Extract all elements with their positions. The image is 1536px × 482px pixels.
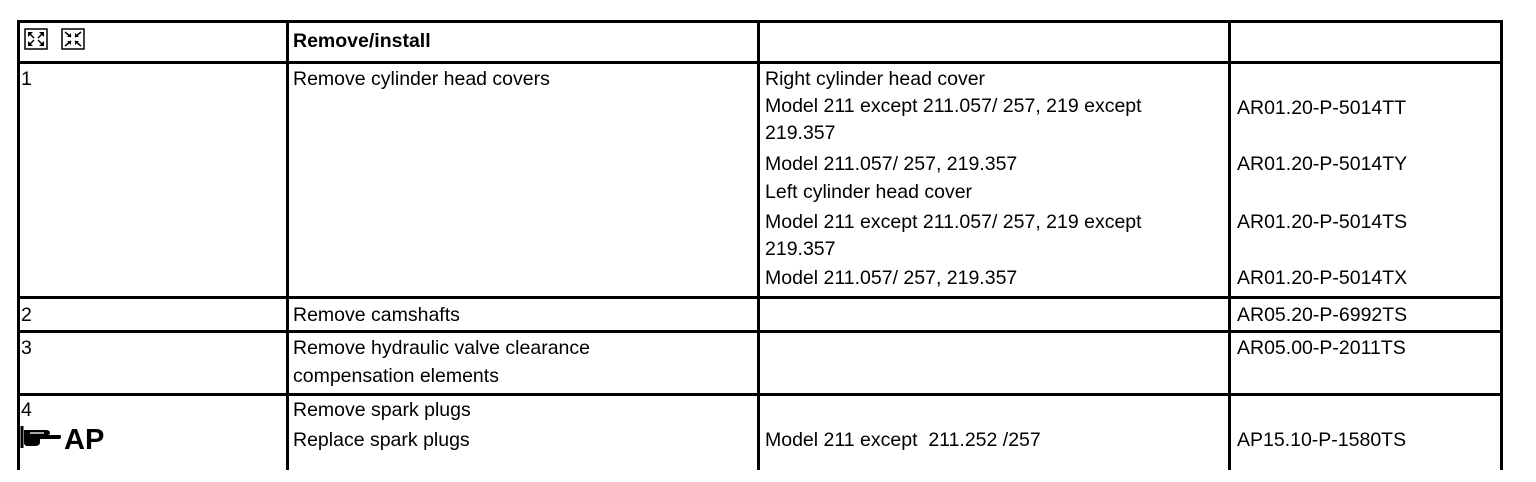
step-title: Remove spark plugs	[293, 399, 471, 421]
column-divider	[1228, 20, 1231, 470]
reference-link[interactable]: AR01.20-P-5014TT	[1237, 97, 1407, 119]
reference-link[interactable]: AP15.10-P-1580TS	[1237, 429, 1407, 451]
model-line: 219.357	[765, 122, 836, 144]
table-left-border	[17, 20, 20, 470]
step-number: 4	[21, 399, 32, 421]
header-title: Remove/install	[293, 30, 431, 52]
expand-icon[interactable]	[24, 28, 48, 50]
column-divider	[286, 20, 289, 470]
collapse-icon[interactable]	[61, 28, 85, 50]
pointing-hand-icon	[20, 423, 62, 451]
reference-link[interactable]: AR01.20-P-5014TY	[1237, 153, 1408, 175]
subsection-heading: Right cylinder head cover	[765, 68, 986, 90]
step-title: Remove camshafts	[293, 304, 460, 326]
step-title: compensation elements	[293, 365, 499, 387]
model-line: 219.357	[765, 238, 836, 260]
step-title: Remove hydraulic valve clearance	[293, 337, 590, 359]
model-line: Model 211 except 211.057/ 257, 219 except	[765, 95, 1142, 117]
model-line: Model 211.057/ 257, 219.357	[765, 267, 1018, 289]
subsection-heading: Left cylinder head cover	[765, 181, 973, 203]
step-sub-title: Replace spark plugs	[293, 429, 470, 451]
reference-link[interactable]: AR01.20-P-5014TX	[1237, 267, 1408, 289]
model-line: Model 211 except 211.252 /257	[765, 429, 1041, 451]
reference-link[interactable]: AR05.20-P-6992TS	[1237, 304, 1408, 326]
ap-badge: AP	[64, 424, 105, 456]
table-top-border	[17, 20, 1503, 23]
row-divider	[17, 61, 1503, 64]
row-divider	[17, 393, 1503, 396]
row-divider	[17, 296, 1503, 299]
reference-link[interactable]: AR05.00-P-2011TS	[1237, 337, 1406, 359]
model-line: Model 211 except 211.057/ 257, 219 except	[765, 211, 1142, 233]
step-number: 2	[21, 304, 32, 326]
reference-link[interactable]: AR01.20-P-5014TS	[1237, 211, 1408, 233]
column-divider	[757, 20, 760, 470]
step-title: Remove cylinder head covers	[293, 68, 550, 90]
table-right-border	[1500, 20, 1503, 470]
step-number: 3	[21, 337, 32, 359]
model-line: Model 211.057/ 257, 219.357	[765, 153, 1018, 175]
row-divider	[17, 330, 1503, 333]
step-number: 1	[21, 68, 32, 90]
